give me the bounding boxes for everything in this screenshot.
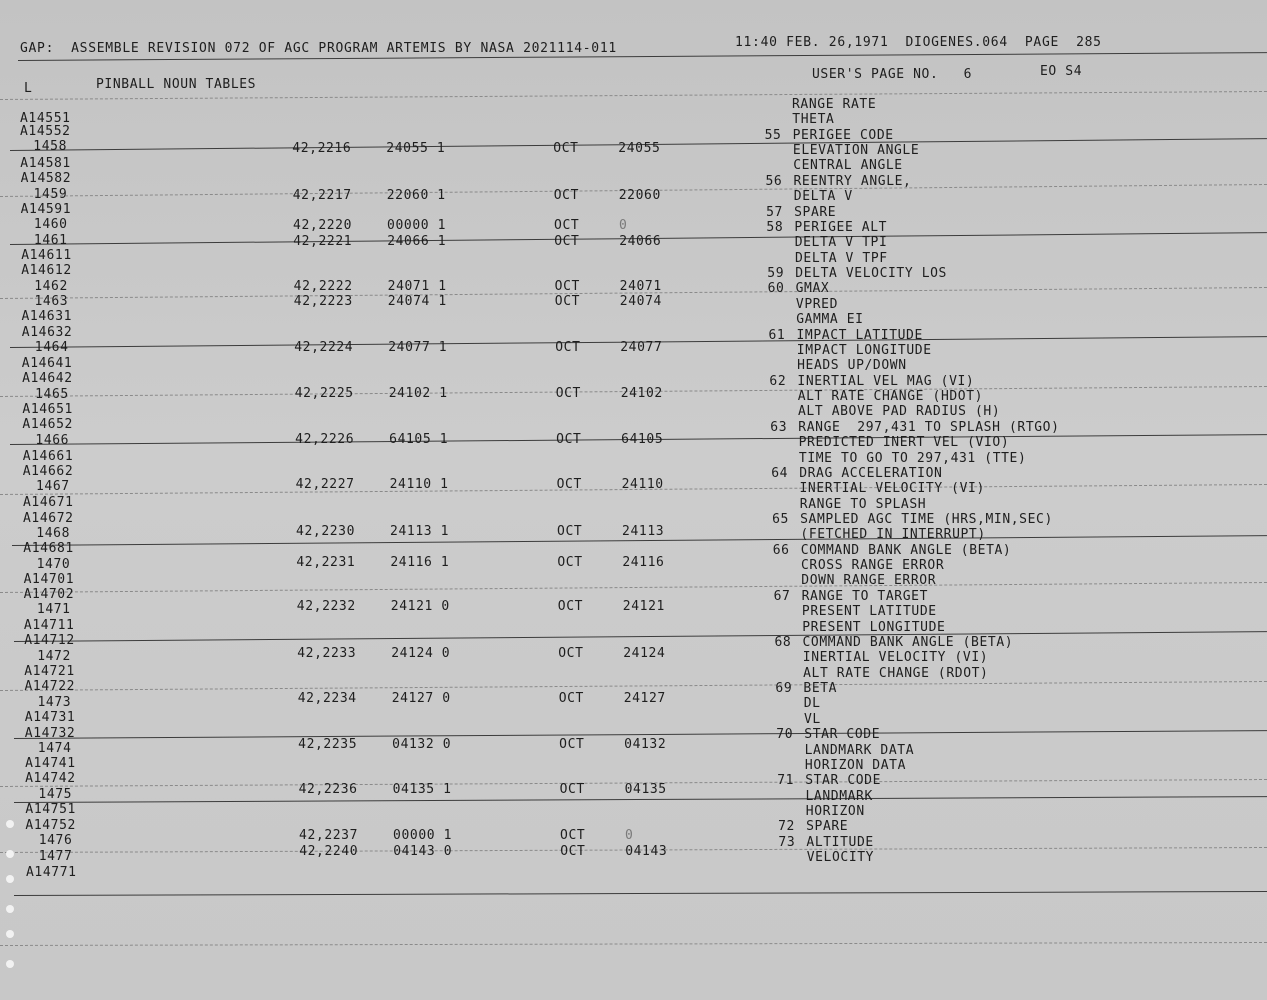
octal-word: 24071 1 <box>387 279 447 294</box>
octal-word: 24121 0 <box>390 599 450 614</box>
noun-description: VL <box>804 711 821 727</box>
feed-hole <box>6 850 14 858</box>
noun-description: ALT RATE CHANGE (HDOT) <box>797 389 984 405</box>
address-label: A14612 <box>21 263 72 278</box>
listing-line-number: 1461 <box>33 233 68 248</box>
address-label: A14651 <box>22 402 73 417</box>
octal-word: 24116 1 <box>390 555 450 570</box>
address-label: A14672 <box>23 511 74 526</box>
address-label: A14641 <box>21 356 73 371</box>
noun-description: INERTIAL VELOCITY (VI) <box>799 481 985 497</box>
noun-description: SAMPLED AGC TIME (HRS,MIN,SEC) <box>800 511 1053 527</box>
opcode: OCT <box>554 218 580 233</box>
address-label: A14632 <box>21 325 73 340</box>
address-label: A14582 <box>20 171 72 186</box>
location-counter: 42,2233 <box>297 646 357 661</box>
address-label: A14752 <box>25 818 76 833</box>
address-label: A14702 <box>23 587 75 602</box>
octal-word: 24055 1 <box>386 141 446 156</box>
address-label: A14731 <box>24 710 76 725</box>
noun-description: CROSS RANGE ERROR <box>801 558 945 574</box>
noun-number: 63 <box>770 419 788 435</box>
noun-description: STAR CODE <box>804 727 881 743</box>
column-marker: L <box>24 81 33 96</box>
listing-line-number: 1467 <box>36 479 70 494</box>
location-counter: 42,2232 <box>296 599 356 614</box>
solid-rule <box>14 891 1267 896</box>
opcode: OCT <box>556 477 582 492</box>
dashed-rule <box>0 681 1267 691</box>
operand: 24124 <box>623 646 666 661</box>
location-counter: 42,2236 <box>298 782 358 797</box>
noun-description: COMMAND BANK ANGLE (BETA) <box>800 542 1012 558</box>
operand: 24066 <box>619 234 662 249</box>
noun-number: 70 <box>776 727 794 743</box>
location-counter: 42,2237 <box>299 828 359 843</box>
noun-number: 67 <box>773 588 791 604</box>
dashed-rule <box>0 942 1267 946</box>
noun-number: 58 <box>766 219 784 235</box>
noun-number: 55 <box>764 127 782 143</box>
noun-description: TIME TO GO TO 297,431 (TTE) <box>798 450 1027 466</box>
address-label: A14751 <box>25 802 76 817</box>
operand: 04132 <box>624 737 667 752</box>
listing-line-number: 1474 <box>37 741 72 756</box>
opcode: OCT <box>560 828 586 843</box>
noun-description: GAMMA EI <box>796 312 864 328</box>
noun-description: RANGE TO TARGET <box>801 588 928 604</box>
address-label: A14551 <box>20 111 71 126</box>
noun-description: ALT RATE CHANGE (RDOT) <box>803 665 989 681</box>
address-label: A14701 <box>23 572 75 587</box>
feed-hole <box>6 905 14 913</box>
location-counter: 42,2234 <box>297 691 357 706</box>
operand: 64105 <box>621 432 664 447</box>
octal-word: 24127 0 <box>391 691 451 706</box>
noun-description: REENTRY ANGLE, <box>793 173 912 189</box>
operand: 24121 <box>622 599 665 614</box>
octal-word: 00000 1 <box>393 828 453 843</box>
octal-word: 22060 1 <box>386 188 446 203</box>
address-label: A14771 <box>26 865 77 880</box>
location-counter: 42,2231 <box>296 555 356 570</box>
opcode: OCT <box>554 234 580 249</box>
operand: 24127 <box>623 691 666 706</box>
address-label: A14671 <box>23 495 74 510</box>
noun-description: PERIGEE CODE <box>792 127 894 143</box>
noun-number: 71 <box>777 773 795 789</box>
address-label: A14711 <box>23 618 75 633</box>
opcode: OCT <box>554 294 581 309</box>
opcode: OCT <box>557 599 584 614</box>
address-label: A14652 <box>22 417 73 432</box>
octal-word: 24124 0 <box>391 646 451 661</box>
opcode: OCT <box>557 524 583 539</box>
listing-line-number: 1462 <box>34 279 68 294</box>
noun-description: STAR CODE <box>805 773 882 789</box>
address-label: A14552 <box>20 124 71 139</box>
opcode: OCT <box>560 844 586 859</box>
noun-description: RANGE 297,431 TO SPLASH (RTGO) <box>798 419 1060 435</box>
operand: 24102 <box>620 386 663 401</box>
noun-description: DOWN RANGE ERROR <box>801 573 937 589</box>
address-label: A14722 <box>24 679 76 694</box>
noun-description: PRESENT LATITUDE <box>801 604 937 620</box>
address-label: A14712 <box>24 633 75 648</box>
noun-description: DELTA V TPI <box>794 235 888 251</box>
noun-number: 56 <box>765 173 783 189</box>
address-label: A14631 <box>21 309 73 324</box>
listing-line-number: 1476 <box>38 833 73 848</box>
timestamp-header: 11:40 FEB. 26,1971 DIOGENES.064 PAGE 285 <box>735 35 1102 50</box>
operand: 0 <box>625 828 634 843</box>
opcode: OCT <box>553 188 580 203</box>
operand: 04143 <box>625 844 668 859</box>
address-label: A14581 <box>20 156 71 171</box>
address-label: A14661 <box>22 449 74 464</box>
noun-number: 57 <box>766 204 783 220</box>
noun-description: GMAX <box>795 281 830 297</box>
noun-description: VPRED <box>795 296 839 312</box>
address-label: A14591 <box>20 202 72 217</box>
noun-number: 68 <box>774 634 792 650</box>
listing-line-number: 1477 <box>38 849 73 864</box>
noun-description: DELTA V <box>793 189 853 205</box>
operand: 24071 <box>619 279 662 294</box>
solid-rule <box>14 631 1267 642</box>
noun-description: LANDMARK DATA <box>804 742 915 758</box>
opcode: OCT <box>553 141 579 156</box>
listing-line-number: 1470 <box>36 557 71 572</box>
octal-word: 04135 1 <box>392 782 452 797</box>
address-label: A14732 <box>24 726 76 741</box>
operand: 24113 <box>622 524 665 539</box>
noun-number: 60 <box>767 281 785 297</box>
noun-description: BETA <box>803 681 838 697</box>
noun-description: SPARE <box>806 819 849 835</box>
listing-line-number: 1464 <box>34 340 69 355</box>
listing-line-number: 1468 <box>36 526 71 541</box>
noun-number: 62 <box>769 373 787 389</box>
eo-code: EO S4 <box>1040 64 1083 79</box>
opcode: OCT <box>559 782 585 797</box>
noun-description: RANGE TO SPLASH <box>799 496 927 512</box>
listing-line-number: 1475 <box>38 787 73 802</box>
noun-description: INERTIAL VEL MAG (VI) <box>797 373 975 389</box>
operand: 24116 <box>622 555 665 570</box>
noun-description: SPARE <box>794 204 837 220</box>
noun-description: RANGE RATE <box>792 97 877 112</box>
opcode: OCT <box>554 279 580 294</box>
location-counter: 42,2235 <box>298 737 358 752</box>
operand: 24110 <box>621 477 664 492</box>
noun-description: IMPACT LATITUDE <box>796 327 923 343</box>
noun-description: ALTITUDE <box>806 834 874 850</box>
address-label: A14721 <box>24 664 75 679</box>
listing-line-number: 1465 <box>35 387 69 402</box>
dashed-rule <box>0 582 1267 593</box>
location-counter: 42,2230 <box>296 524 356 539</box>
noun-number: 69 <box>775 681 793 697</box>
noun-description: HORIZON <box>805 804 865 820</box>
listing-line-number: 1473 <box>37 695 72 710</box>
address-label: A14611 <box>21 248 72 263</box>
opcode: OCT <box>559 737 585 752</box>
operand: 0 <box>619 218 628 233</box>
listing-line-number: 1466 <box>35 433 70 448</box>
opcode: OCT <box>557 555 583 570</box>
location-counter: 42,2220 <box>293 218 353 233</box>
listing-line-number: 1458 <box>33 139 68 154</box>
address-label: A14741 <box>25 756 76 771</box>
listing-line-number: 1463 <box>34 294 69 309</box>
noun-description: VELOCITY <box>806 850 875 866</box>
location-counter: 42,2227 <box>295 477 355 492</box>
page-title: PINBALL NOUN TABLES <box>96 77 257 92</box>
noun-description: IMPACT LONGITUDE <box>796 342 932 358</box>
opcode: OCT <box>556 432 582 447</box>
feed-hole <box>6 960 14 968</box>
noun-number: 73 <box>778 834 796 850</box>
octal-word: 24077 1 <box>388 340 448 355</box>
listing-line-number: 1472 <box>37 649 71 664</box>
operand: 22060 <box>618 188 661 203</box>
location-counter: 42,2223 <box>293 294 353 309</box>
feed-hole <box>6 875 14 883</box>
noun-description: ELEVATION ANGLE <box>792 143 920 159</box>
noun-description: HORIZON DATA <box>804 757 907 773</box>
location-counter: 42,2224 <box>294 340 354 355</box>
noun-description: PRESENT LONGITUDE <box>802 619 946 635</box>
noun-description: CENTRAL ANGLE <box>793 158 903 174</box>
operand: 04135 <box>624 782 667 797</box>
noun-number: 59 <box>767 266 785 282</box>
dashed-rule <box>0 91 1267 100</box>
noun-number: 64 <box>771 465 789 481</box>
operand: 24074 <box>619 294 662 309</box>
noun-description: COMMAND BANK ANGLE (BETA) <box>802 634 1014 650</box>
octal-word: 24066 1 <box>387 234 447 249</box>
feed-hole <box>6 930 14 938</box>
octal-word: 04143 0 <box>393 844 453 859</box>
address-label: A14642 <box>22 371 73 386</box>
location-counter: 42,2222 <box>293 279 353 294</box>
location-counter: 42,2225 <box>294 386 354 401</box>
octal-word: 24074 1 <box>387 294 447 309</box>
noun-description: (FETCHED IN INTERRUPT) <box>800 527 986 543</box>
opcode: OCT <box>558 646 584 661</box>
noun-description: HEADS UP/DOWN <box>797 358 907 374</box>
noun-description: INERTIAL VELOCITY (VI) <box>802 650 989 666</box>
operand: 24055 <box>618 141 661 156</box>
noun-description: LANDMARK <box>805 788 873 804</box>
octal-word: 24113 1 <box>390 524 450 539</box>
listing-line-number: 1460 <box>33 217 68 232</box>
noun-description: PERIGEE ALT <box>794 219 888 235</box>
noun-description: DL <box>803 696 821 712</box>
noun-number: 65 <box>772 511 789 527</box>
assemble-header: GAP: ASSEMBLE REVISION 072 OF AGC PROGRAM ARTEMIS BY NASA 2021114-011 <box>20 41 617 56</box>
octal-word: 00000 1 <box>387 218 447 233</box>
octal-word: 24110 1 <box>389 477 449 492</box>
location-counter: 42,2217 <box>292 188 352 203</box>
octal-word: 64105 1 <box>389 432 449 447</box>
octal-word: 04132 0 <box>392 737 452 752</box>
location-counter: 42,2240 <box>299 844 359 859</box>
location-counter: 42,2226 <box>295 432 355 447</box>
listing-line-number: 1459 <box>33 187 68 202</box>
listing-line-number: 1471 <box>36 602 71 617</box>
noun-description: DELTA VELOCITY LOS <box>795 266 947 282</box>
address-label: A14662 <box>22 464 74 479</box>
noun-description: THETA <box>792 112 835 128</box>
address-label: A14681 <box>23 541 74 556</box>
user-page-number: USER'S PAGE NO. 6 <box>812 67 973 82</box>
noun-description: PREDICTED INERT VEL (VIO) <box>798 435 1010 451</box>
opcode: OCT <box>558 691 584 706</box>
opcode: OCT <box>555 386 581 401</box>
address-label: A14742 <box>25 771 76 786</box>
octal-word: 24102 1 <box>388 386 448 401</box>
noun-number: 72 <box>778 819 795 835</box>
location-counter: 42,2221 <box>293 234 353 249</box>
feed-hole <box>6 820 14 828</box>
operand: 24077 <box>620 340 663 355</box>
solid-rule <box>14 796 1267 803</box>
noun-description: DELTA V TPF <box>795 250 888 266</box>
noun-description: ALT ABOVE PAD RADIUS (H) <box>798 404 1001 420</box>
opcode: OCT <box>555 340 581 355</box>
location-counter: 42,2216 <box>292 141 352 156</box>
noun-number: 66 <box>772 542 790 558</box>
noun-number: 61 <box>768 327 786 343</box>
noun-description: DRAG ACCELERATION <box>799 465 943 481</box>
